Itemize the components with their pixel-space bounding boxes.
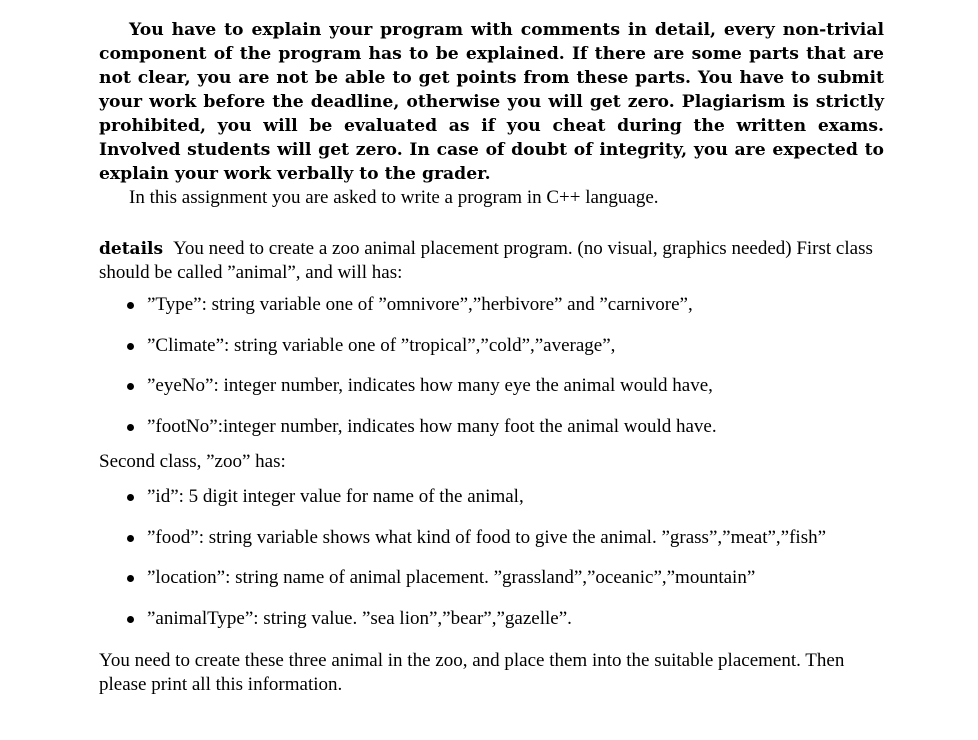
zoo-field-animaltype: ”animalType”: string value. ”sea lion”,”bear”,”gazelle”. [147, 607, 572, 629]
zoo-field-location: ”location”: string name of animal placement. ”grassland”,”oceanic”,”mountain” [147, 567, 756, 588]
list-item [99, 477, 884, 518]
list-item [99, 599, 884, 640]
closing-paragraph: You need to create these three animal in the zoo, and place them into the suitable placement. Then please print all this information. [99, 650, 845, 695]
bullet-icon [127, 535, 134, 542]
animal-field-climate: ”Climate”: string variable one of ”tropical”,”cold”,”average”, [147, 334, 616, 356]
bullet-icon [127, 424, 134, 431]
list-item [99, 285, 884, 326]
bullet-icon [127, 383, 134, 390]
bullet-icon [127, 616, 134, 623]
bullet-icon [127, 343, 134, 350]
details-label: details [99, 239, 164, 259]
list-item [99, 366, 884, 407]
document-page [99, 18, 884, 697]
details-text: You need to create a zoo animal placement program. (no visual, graphics needed) First class should be called ”animal”, and will has: [99, 238, 873, 283]
second-class-text: Second class, ”zoo” has: [99, 451, 286, 472]
zoo-field-food: ”food”: string variable shows what kind of food to give the animal. ”grass”,”meat”,”fish” [147, 526, 827, 548]
animal-field-eyeno: ”eyeNo”: integer number, indicates how many eye the animal would have, [147, 375, 713, 396]
animal-field-type: ”Type”: string variable one of ”omnivore”,”herbivore” and ”carnivore”, [147, 294, 693, 315]
intro-paragraph: In this assignment you are asked to write a program in C++ language. [129, 187, 659, 208]
bullet-icon [127, 494, 134, 501]
zoo-fields-list [99, 477, 884, 639]
requirements-paragraph: You have to explain your program with comments in detail, every non-trivial component of the program has to be explained. If there are some parts that are not clear, you are not be able to get points from these parts. You have to submit your work before the deadline, otherwise you will get zero. Plagiarism is strictly prohibited, you will be evaluated as if you cheat during the written exams. Involved students will get zero. In case of doubt of integrity, you are expected to explain your work verbally to the grader. [99, 20, 884, 184]
details-paragraph [99, 237, 884, 285]
bullet-icon [127, 575, 134, 582]
bullet-icon [127, 302, 134, 309]
list-item [99, 326, 884, 367]
zoo-field-id: ”id”: 5 digit integer value for name of the animal, [147, 486, 524, 507]
list-item [99, 407, 884, 448]
list-item [99, 558, 884, 599]
list-item [99, 518, 884, 559]
animal-field-footno: ”footNo”:integer number, indicates how many foot the animal would have. [147, 415, 717, 437]
animal-fields-list [99, 285, 884, 447]
